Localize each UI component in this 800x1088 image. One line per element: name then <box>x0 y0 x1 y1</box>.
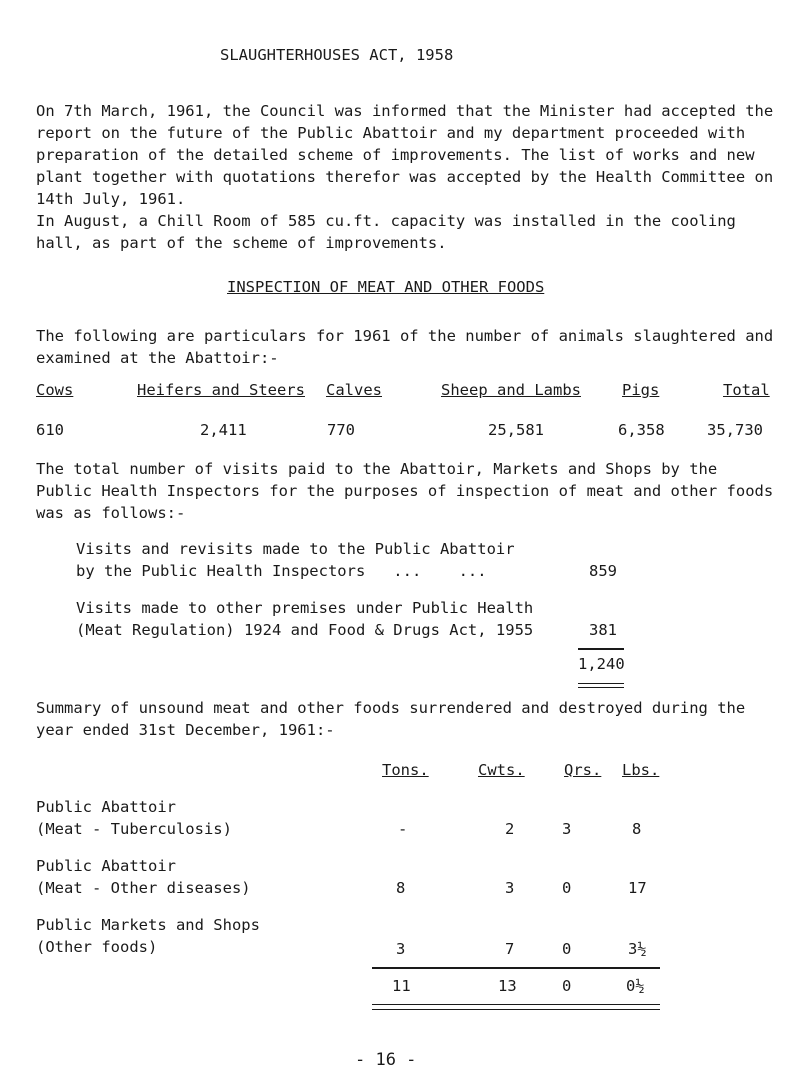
header-cwts: Cwts. <box>478 761 525 779</box>
row1-label-line1: Public Abattoir <box>36 798 176 816</box>
visits-abattoir-line2: by the Public Health Inspectors ... ... <box>76 562 487 580</box>
total-lbs: 0½ <box>626 977 645 995</box>
row1-lbs: 8 <box>632 820 642 838</box>
animals-intro-paragraph: The following are particulars for 1961 of the number of animals slaughtered and examined at the Abattoir:- <box>36 327 774 367</box>
row2-cwts: 3 <box>505 879 515 897</box>
row3-label-line2: (Other foods) <box>36 938 158 956</box>
unsound-subtotal-rule <box>372 967 660 969</box>
value-heifers-steers: 2,411 <box>200 421 247 439</box>
total-tons: 11 <box>392 977 411 995</box>
row1-label-line2: (Meat - Tuberculosis) <box>36 820 232 838</box>
visits-other-value: 381 <box>589 621 617 639</box>
row1-qrs: 3 <box>562 820 572 838</box>
row3-qrs: 0 <box>562 940 572 958</box>
page-title: SLAUGHTERHOUSES ACT, 1958 <box>220 46 454 64</box>
row2-label-line2: (Meat - Other diseases) <box>36 879 251 897</box>
row2-qrs: 0 <box>562 879 572 897</box>
visits-total-rule-2 <box>578 687 624 688</box>
visits-other-line1: Visits made to other premises under Public Health <box>76 599 534 617</box>
row3-label-line1: Public Markets and Shops <box>36 916 260 934</box>
section-heading: INSPECTION OF MEAT AND OTHER FOODS <box>227 278 545 296</box>
row3-lbs: 3½ <box>628 940 647 958</box>
header-qrs: Qrs. <box>564 761 602 779</box>
header-pigs: Pigs <box>622 381 660 399</box>
unsound-total-rule-2 <box>372 1009 660 1010</box>
visits-total-rule-1 <box>578 683 624 684</box>
visits-total: 1,240 <box>578 655 625 673</box>
row2-lbs: 17 <box>628 879 647 897</box>
visits-other-line2: (Meat Regulation) 1924 and Food & Drugs Act, 1955 <box>76 621 534 639</box>
header-cows: Cows <box>36 381 74 399</box>
row1-tons: - <box>398 820 408 838</box>
row1-cwts: 2 <box>505 820 515 838</box>
value-calves: 770 <box>327 421 355 439</box>
visits-abattoir-line1: Visits and revisits made to the Public Abattoir <box>76 540 515 558</box>
header-lbs: Lbs. <box>622 761 660 779</box>
header-calves: Calves <box>326 381 382 399</box>
row3-tons: 3 <box>396 940 406 958</box>
row3-cwts: 7 <box>505 940 515 958</box>
visits-abattoir-value: 859 <box>589 562 617 580</box>
unsound-intro-paragraph: Summary of unsound meat and other foods surrendered and destroyed during the year ended 31st December, 1961:- <box>36 699 746 739</box>
value-pigs: 6,358 <box>618 421 665 439</box>
visits-subtotal-rule <box>578 648 624 650</box>
intro-paragraph: On 7th March, 1961, the Council was informed that the Minister had accepted the report on the future of the Public Abattoir and my department proceeded with preparation of the detailed scheme of improvements. The list of works and new plant together with quotations therefor was accepted by the Health Committee on 14th July, 1961. <box>36 102 774 208</box>
value-total: 35,730 <box>707 421 763 439</box>
chill-room-paragraph: In August, a Chill Room of 585 cu.ft. capacity was installed in the cooling hall, as part of the scheme of improvements. <box>36 212 736 252</box>
header-total: Total <box>723 381 770 399</box>
unsound-total-rule-1 <box>372 1004 660 1005</box>
row2-tons: 8 <box>396 879 406 897</box>
header-tons: Tons. <box>382 761 429 779</box>
header-heifers-steers: Heifers and Steers <box>137 381 305 399</box>
value-cows: 610 <box>36 421 64 439</box>
total-cwts: 13 <box>498 977 517 995</box>
value-sheep-lambs: 25,581 <box>488 421 544 439</box>
header-sheep-lambs: Sheep and Lambs <box>441 381 581 399</box>
total-qrs: 0 <box>562 977 572 995</box>
page-number: - 16 - <box>355 1050 417 1070</box>
row2-label-line1: Public Abattoir <box>36 857 176 875</box>
visits-intro-paragraph: The total number of visits paid to the Abattoir, Markets and Shops by the Public Health Inspectors for the purposes of inspection of meat and other foods was as follows:- <box>36 460 774 522</box>
